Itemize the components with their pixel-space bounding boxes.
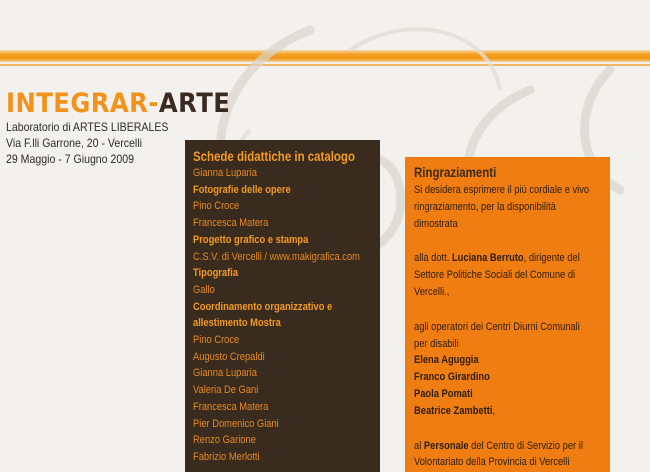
text-fragment: del Centro di Servizio per il: [468, 439, 583, 452]
event-address: Via F.lli Garrone, 20 - Vercelli: [6, 136, 142, 150]
credit-role: Progetto grafico e stampa: [193, 233, 309, 246]
credit-role: Coordinamento organizzativo e: [193, 300, 333, 313]
thanks-paragraph-3: [414, 438, 581, 455]
credit-name: Gianna Luparia: [193, 167, 257, 179]
credit-role: allestimento Mostra: [193, 317, 281, 330]
text-fragment: alla dott.: [414, 252, 452, 265]
thanks-paragraph-1-line: Vercelli.,: [414, 285, 450, 298]
text-fragment: al: [414, 439, 424, 452]
thanked-operator-last: [414, 403, 581, 420]
credit-name: Augusto Crepaldi: [193, 350, 265, 363]
credit-name: Pier Domenico Giani: [193, 417, 279, 430]
thanks-paragraph-3-line: Volontariato della Provincia di Vercelli: [414, 456, 570, 469]
event-title-part1: INTEGRAR-: [6, 88, 159, 119]
credit-name: Fabrizio Merlotti: [193, 450, 260, 463]
thanks-paragraph-2-line: agli operatori dei Centri Diurni Comunali: [414, 320, 580, 333]
thanks-intro-line: Si desidera esprimere il più cordiale e vivo: [414, 184, 590, 196]
thanked-operator: Franco Girardino: [414, 371, 490, 384]
event-subtitle-line: Laboratorio di ARTES LIBERALES: [6, 120, 169, 134]
credits-list: [193, 165, 380, 466]
credit-name: Gallo: [193, 283, 215, 296]
thanks-heading: Ringraziamenti: [414, 165, 497, 180]
event-title-part2: ARTE: [158, 88, 231, 119]
credits-panel: [185, 140, 380, 472]
thanked-staff: Personale: [423, 439, 469, 452]
thanked-operator: Elena Aguggia: [414, 354, 479, 367]
thanked-operator: Paola Pomati: [414, 387, 473, 400]
thanked-operator: Beatrice Zambetti: [414, 404, 493, 417]
thanks-paragraph-1-line: Settore Politiche Sociali del Comune di: [414, 269, 576, 282]
credit-name: Gianna Luparia: [193, 367, 257, 380]
credit-name: Valeria De Gani: [193, 384, 259, 397]
event-title: [6, 89, 230, 119]
credit-name: Francesca Matera: [193, 400, 269, 413]
credit-name: Pino Croce: [193, 334, 240, 347]
credits-heading: Schede didattiche in catalogo: [193, 149, 355, 164]
thanked-person: Luciana Berruto: [451, 252, 524, 265]
credit-name: C.S.V. di Vercelli / www.makigrafica.com: [193, 250, 360, 263]
credit-name: Francesca Matera: [193, 217, 269, 230]
thanks-panel: [405, 157, 610, 472]
credit-name: Renzo Garione: [193, 434, 256, 447]
event-dates: 29 Maggio - 7 Giugno 2009: [6, 152, 134, 166]
thanks-paragraph-1: [414, 250, 581, 267]
credit-role: Tipografia: [193, 267, 239, 280]
thanks-paragraph-2-line: per disabili: [414, 337, 459, 350]
thanks-intro-line: dimostrata: [414, 217, 458, 230]
text-fragment: , dirigente del: [523, 252, 580, 265]
credit-role: Fotografie delle opere: [193, 183, 291, 196]
text-fragment: ,: [492, 404, 496, 417]
thanks-intro-line: ringraziamento, per la disponibilità: [414, 200, 556, 213]
credit-name: Pino Croce: [193, 200, 240, 213]
